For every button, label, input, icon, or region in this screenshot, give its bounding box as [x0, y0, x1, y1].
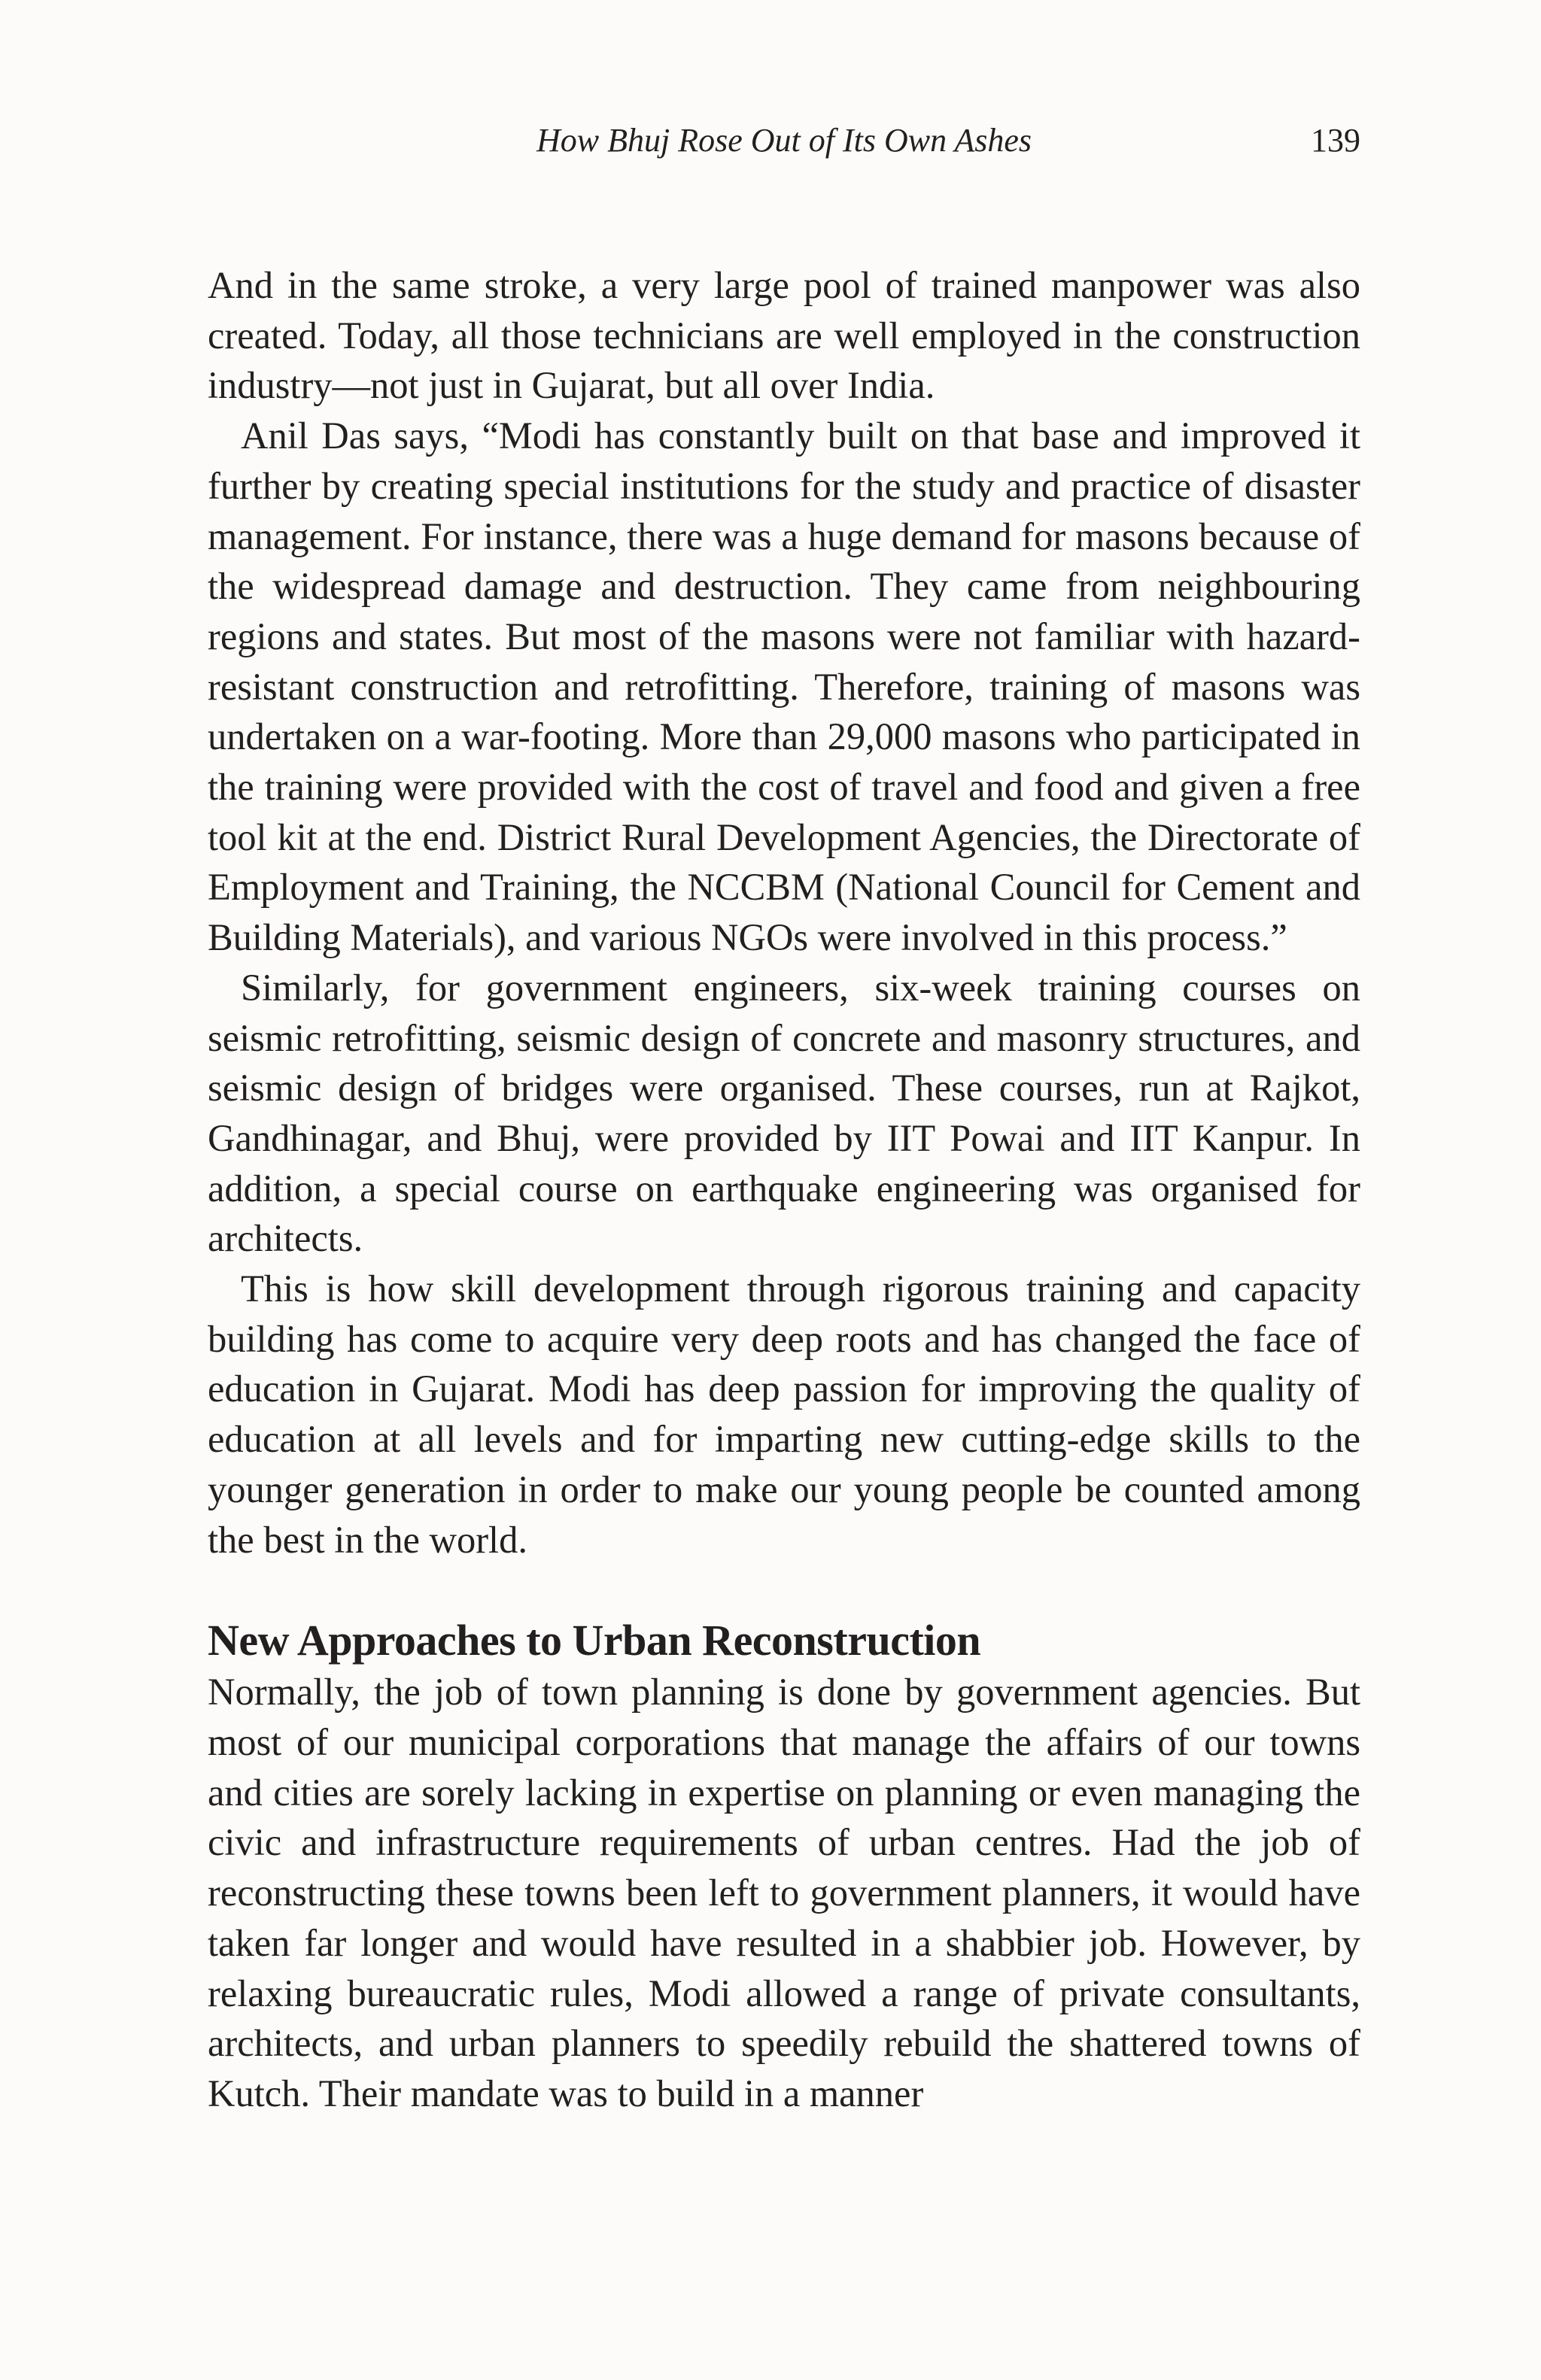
paragraph-manpower: And in the same stroke, a very large pool of trained manpower was also created. Today, all those technicians are well employed in the construction industry—not just in Gujarat, but all over India.: [208, 264, 1360, 407]
running-title: How Bhuj Rose Out of Its Own Ashes: [536, 122, 1032, 159]
paragraph-engineer-training: Similarly, for government engineers, six-week training courses on seismic retrofitting, seismic design of concrete and masonry structures, and seismic design of bridges were organised. These courses, run at Rajkot, Gandhinagar, and Bhuj, were provided by IIT Powai and IIT Kanpur. In addition, a special course on earthquake engineering was organised for architects.: [208, 966, 1360, 1260]
page-number: 139: [1311, 122, 1360, 159]
running-header: [208, 114, 1360, 167]
section-heading: New Approaches to Urban Reconstruction: [208, 1616, 981, 1665]
paragraph-town-planning: Normally, the job of town planning is done by government agencies. But most of our municipal corporations that manage the affairs of our towns and cities are sorely lacking in expertise on planning or even managing the civic and infrastructure requirements of urban centres. Had the job of reconstructing these towns been left to government planners, it would have taken far longer and would have resulted in a shabbier job. However, by relaxing bureaucratic rules, Modi allowed a range of private consultants, architects, and urban planners to speedily rebuild the shattered towns of Kutch. Their mandate was to build in a manner: [208, 1671, 1360, 2114]
paragraph-skill-development: This is how skill development through rigorous training and capacity building has come to acquire very deep roots and has changed the face of education in Gujarat. Modi has deep passion for improving the quality of education at all levels and for imparting new cutting-edge skills to the younger generation in order to make our young people be counted among the best in the world.: [208, 1267, 1360, 1561]
paragraph-anil-das-quote: Anil Das says, “Modi has constantly built on that base and improved it further by creating special institutions for the study and practice of disaster management. For instance, there was a huge demand for masons because of the widespread damage and destruction. They came from neighbouring regions and states. But most of the masons were not familiar with hazard-resistant construction and retrofitting. Therefore, training of masons was undertaken on a war-footing. More than 29,000 masons who participated in the training were provided with the cost of travel and food and given a free tool kit at the end. District Rural Development Agencies, the Directorate of Employment and Training, the NCCBM (National Council for Cement and Building Materials), and various NGOs were involved in this process.”: [208, 414, 1360, 959]
body-text: [208, 260, 1360, 2119]
